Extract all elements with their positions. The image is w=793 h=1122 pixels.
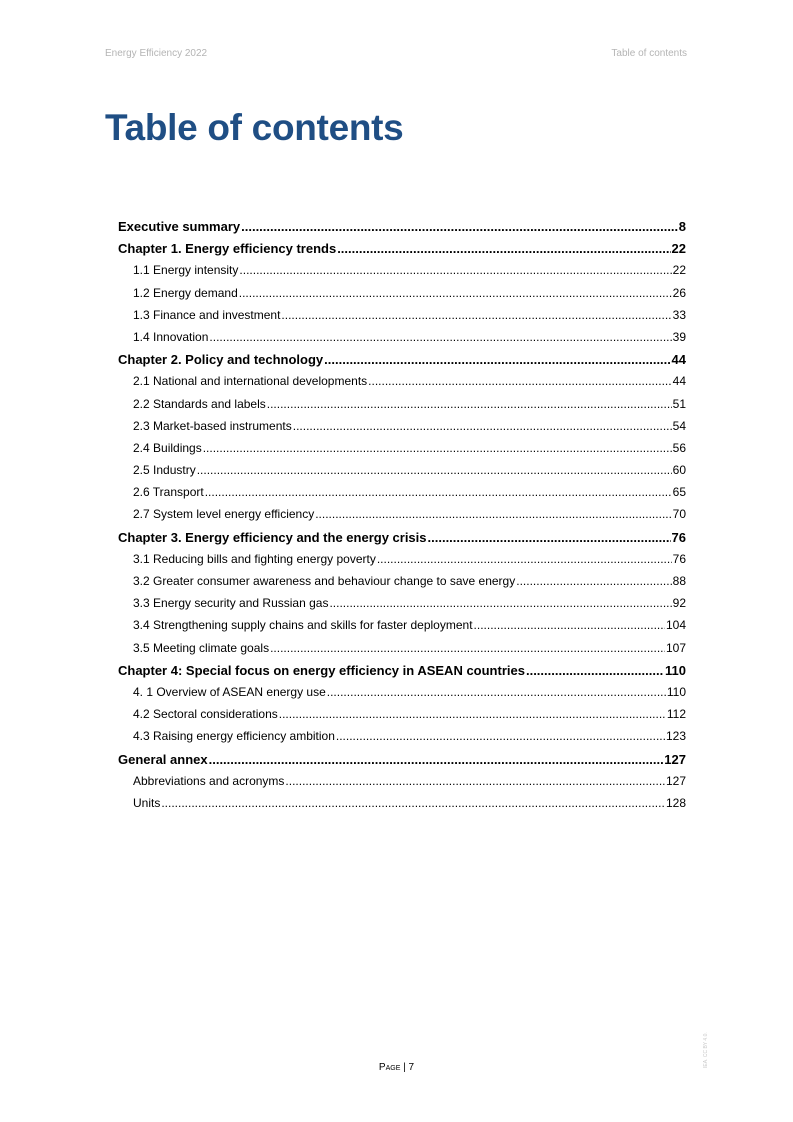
toc-entry-title: Abbreviations and acronyms [133,773,285,788]
toc-entry-page: 56 [672,440,686,455]
toc-dot-leader [197,463,672,477]
toc-entry-title: 1.4 Innovation [133,329,209,344]
toc-dot-leader [329,596,671,610]
toc-chapter-entry[interactable] [118,530,686,552]
toc-dot-leader [239,286,672,300]
toc-entry-title: 2.2 Standards and labels [133,396,266,411]
toc-entry-page: 26 [672,285,686,300]
toc-entry-page: 65 [672,485,686,500]
toc-entry-page: 88 [672,574,686,588]
toc-entry-page: 44 [671,352,686,368]
footer-separator: | [400,1062,409,1073]
toc-entry-page: 127 [665,773,686,788]
toc-entry-page: 44 [672,374,686,389]
toc-dot-leader [267,397,672,411]
toc-section-entry[interactable] [118,774,686,796]
toc-entry-title: General annex [118,751,208,767]
toc-entry-page: 104 [665,618,686,633]
toc-dot-leader [209,330,671,344]
toc-dot-leader [428,530,671,545]
toc-entry-title: 2.4 Buildings [133,440,202,455]
toc-entry-page: 33 [672,307,686,322]
toc-entry-title: 4.3 Raising energy efficiency ambition [133,729,335,744]
toc-section-entry[interactable] [118,419,686,441]
toc-entry-page: 8 [678,219,686,234]
toc-section-entry[interactable] [118,729,686,751]
toc-entry-title: 3.3 Energy security and Russian gas [133,596,329,611]
toc-dot-leader [241,219,678,234]
toc-section-entry[interactable] [118,796,686,818]
toc-section-entry[interactable] [118,308,686,330]
toc-dot-leader [279,707,666,721]
toc-chapter-entry[interactable] [118,219,686,241]
toc-dot-leader [205,485,672,499]
toc-dot-leader [474,618,665,632]
toc-entry-title: 3.2 Greater consumer awareness and behaviour change to save energy [133,574,516,588]
toc-section-entry[interactable] [118,574,686,596]
toc-section-entry[interactable] [118,507,686,529]
toc-dot-leader [293,419,672,433]
toc-chapter-entry[interactable] [118,663,686,685]
toc-entry-title: Chapter 1. Energy efficiency trends [118,241,337,257]
toc-section-entry[interactable] [118,463,686,485]
toc-entry-page: 127 [664,751,686,767]
header-document-title: Energy Efficiency 2022 [105,48,208,59]
page-footer [0,1062,793,1073]
toc-chapter-entry[interactable] [118,752,686,774]
toc-section-entry[interactable] [118,263,686,285]
toc-entry-page: 76 [671,529,686,545]
page-title: Table of contents [105,107,404,148]
toc-entry-title: 2.1 National and international developments [133,374,368,389]
table-of-contents [118,219,686,818]
toc-entry-title: 1.2 Energy demand [133,285,238,300]
toc-section-entry[interactable] [118,641,686,663]
footer-page-number: 7 [408,1062,415,1073]
toc-dot-leader [270,641,665,655]
toc-entry-title: 1.1 Energy intensity [133,263,239,278]
toc-dot-leader [324,352,670,367]
toc-entry-page: 39 [672,329,686,344]
toc-dot-leader [327,685,666,699]
toc-entry-page: 51 [672,396,686,411]
toc-dot-leader [336,729,665,743]
toc-dot-leader [368,374,671,388]
toc-entry-page: 22 [671,241,686,257]
toc-entry-title: Chapter 4: Special focus on energy efficiency in ASEAN countries [118,662,525,678]
toc-entry-title: 1.3 Finance and investment [133,307,281,322]
toc-section-entry[interactable] [118,441,686,463]
toc-section-entry[interactable] [118,397,686,419]
toc-dot-leader [203,441,672,455]
running-header [105,48,687,59]
toc-section-entry[interactable] [118,707,686,729]
toc-dot-leader [281,308,671,322]
toc-entry-page: 70 [672,507,686,522]
toc-entry-page: 76 [672,551,686,566]
toc-entry-page: 22 [672,263,686,278]
toc-entry-page: 60 [672,463,686,478]
toc-dot-leader [337,241,670,256]
toc-entry-title: 2.7 System level energy efficiency [133,507,315,522]
toc-dot-leader [377,552,672,566]
toc-entry-title: 3.5 Meeting climate goals [133,640,270,655]
toc-dot-leader [161,796,665,810]
toc-entry-title: 2.3 Market-based instruments [133,418,292,433]
toc-section-entry[interactable] [118,485,686,507]
toc-section-entry[interactable] [118,286,686,308]
toc-entry-title: Executive summary [118,219,241,234]
toc-section-entry[interactable] [118,552,686,574]
toc-entry-page: 110 [666,684,686,699]
toc-entry-page: 54 [672,418,686,433]
toc-entry-title: 2.5 Industry [133,463,196,478]
toc-entry-title: 3.4 Strengthening supply chains and skills for faster deployment [133,618,473,633]
toc-section-entry[interactable] [118,596,686,618]
toc-dot-leader [209,752,664,767]
toc-dot-leader [285,774,665,788]
toc-entry-title: 2.6 Transport [133,485,204,500]
toc-chapter-entry[interactable] [118,352,686,374]
toc-entry-page: 112 [666,707,686,722]
toc-section-entry[interactable] [118,374,686,396]
toc-entry-page: 107 [665,640,686,655]
toc-section-entry[interactable] [118,330,686,352]
toc-section-entry[interactable] [118,685,686,707]
toc-entry-page: 128 [665,795,686,810]
toc-entry-title: Chapter 3. Energy efficiency and the energy crisis [118,529,427,545]
toc-chapter-entry[interactable] [118,241,686,263]
toc-entry-page: 92 [672,596,686,611]
header-section-title: Table of contents [611,48,687,59]
toc-entry-title: 3.1 Reducing bills and fighting energy poverty [133,551,376,566]
toc-entry-title: 4.2 Sectoral considerations [133,707,278,722]
toc-entry-title: Units [133,795,161,810]
toc-section-entry[interactable] [118,618,686,640]
toc-dot-leader [315,507,671,521]
toc-entry-title: 4. 1 Overview of ASEAN energy use [133,684,326,699]
toc-dot-leader [526,663,664,678]
toc-entry-page: 110 [665,662,686,678]
toc-entry-page: 123 [665,729,686,744]
toc-dot-leader [239,263,671,277]
license-note: IEA. CC BY 4.0. [703,1032,709,1068]
footer-page-label: Page [378,1062,401,1073]
toc-dot-leader [516,574,671,588]
toc-entry-title: Chapter 2. Policy and technology [118,352,324,368]
